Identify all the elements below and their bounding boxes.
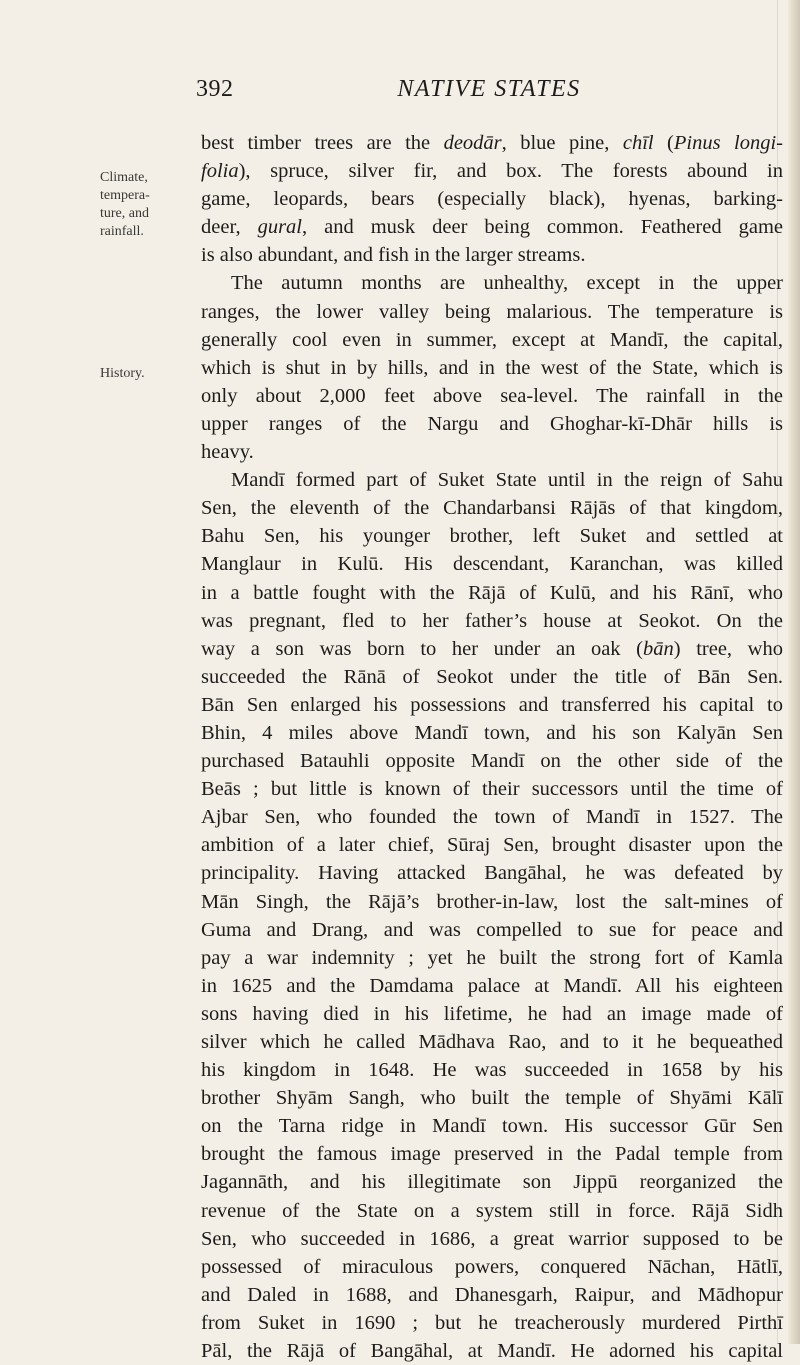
text-run: ranges, the lower valley being malarious. The temperature is [201, 300, 783, 323]
margin-note-line: Climate, [100, 170, 148, 185]
text-run: sons having died in his lifetime, he had an image made of [201, 1002, 783, 1025]
text-run: in a battle fought with the Rājā of Kulū, and his Rānī, who [201, 581, 783, 604]
text-run: succeeded the Rānā of Seokot under the title of Bān Sen. [201, 665, 783, 688]
text-run: brother Shyām Sangh, who built the temple of Shyāmi Kālī [201, 1087, 783, 1110]
text-line [201, 1337, 783, 1365]
text-run: heavy. [201, 441, 254, 464]
text-run: and Daled in 1688, and Dhanesgarh, Raipur, and Mādhopur [201, 1283, 783, 1306]
text-run: Mandī formed part of Suket State until in the reign of Sahu [231, 469, 783, 492]
text-line [201, 1000, 783, 1028]
text-line [201, 129, 783, 157]
italic-term: gural [257, 216, 303, 239]
page-number: 392 [196, 76, 234, 102]
text-run: possessed of miraculous powers, conquered Nāchan, Hātlī, [201, 1255, 783, 1278]
text-line [201, 298, 783, 326]
text-run: best timber trees are the [201, 132, 444, 154]
text-line [201, 747, 783, 775]
text-run: principality. Having attacked Bangāhal, he was defeated by [201, 862, 783, 885]
text-run: in 1625 and the Damdama palace at Mandī. All his eighteen [201, 974, 783, 997]
text-line [201, 859, 783, 887]
text-run: Bān Sen enlarged his possessions and transferred his capital to [201, 693, 783, 716]
text-run: pay a war indemnity ; yet he built the strong fort of Kamla [201, 946, 783, 969]
text-run: revenue of the State on a system still in force. Rājā Sidh [201, 1199, 783, 1222]
text-run: was pregnant, fled to her father’s house at Seokot. On the [201, 609, 783, 632]
text-line [201, 241, 783, 269]
italic-term: bān [643, 637, 674, 660]
italic-term: folia [201, 160, 239, 183]
running-title: NATIVE STATES [397, 76, 581, 102]
text-line [201, 607, 783, 635]
italic-term: Pinus longi- [673, 132, 783, 154]
text-line [201, 1056, 783, 1084]
italic-term: chīl [622, 132, 654, 154]
text-line [201, 157, 783, 185]
text-line [201, 1281, 783, 1309]
text-line [201, 382, 783, 410]
text-run: game, leopards, bears (especially black), hyenas, barking- [201, 188, 783, 211]
text-run: is also abundant, and fish in the larger streams. [201, 244, 586, 267]
text-line [201, 466, 783, 494]
text-line [201, 269, 783, 297]
text-run: silver which he called Mādhava Rao, and to it he bequeathed [201, 1031, 783, 1053]
text-line [201, 1309, 783, 1337]
margin-note-history [100, 365, 190, 383]
text-line [201, 831, 783, 859]
page-header [196, 76, 782, 110]
text-run: Manglaur in Kulū. His descendant, Karanchan, was killed [201, 553, 783, 576]
italic-term: deodār [443, 132, 502, 154]
text-line [201, 354, 783, 382]
body-text [201, 129, 783, 1365]
text-run: ) tree, who [673, 637, 783, 660]
text-line [201, 1253, 783, 1281]
text-line [201, 1084, 783, 1112]
text-line [201, 1168, 783, 1196]
text-line [201, 972, 783, 1000]
text-run: , blue pine, [501, 132, 623, 154]
text-run: which is shut in by hills, and in the west of the State, which is [201, 356, 783, 379]
text-run: ( [653, 132, 674, 154]
margin-note-line: rainfall. [100, 224, 144, 239]
text-run: upper ranges of the Nargu and Ghoghar-kī-Dhār hills is [201, 412, 783, 435]
text-run: deer, [201, 216, 258, 239]
text-run: only about 2,000 feet above sea-level. The rainfall in the [201, 384, 783, 407]
text-line [201, 803, 783, 831]
text-line [201, 775, 783, 803]
text-run: Bahu Sen, his younger brother, left Suket and settled at [201, 525, 783, 548]
text-line [201, 522, 783, 550]
text-line [201, 579, 783, 607]
text-line [201, 213, 783, 241]
text-line [201, 691, 783, 719]
text-line [201, 663, 783, 691]
text-line [201, 326, 783, 354]
text-run: Bhin, 4 miles above Mandī town, and his son Kalyān Sen [201, 721, 783, 744]
text-line [201, 635, 783, 663]
page-edge [788, 0, 800, 1344]
text-line [201, 944, 783, 972]
text-line [201, 1225, 783, 1253]
text-line [201, 410, 783, 438]
text-run: Sen, who succeeded in 1686, a great warrior supposed to be [201, 1227, 783, 1250]
margin-note-line: History. [100, 366, 145, 381]
text-line [201, 888, 783, 916]
text-run: from Suket in 1690 ; but he treacherously murdered Pirthī [201, 1311, 783, 1334]
text-run: Sen, the eleventh of the Chandarbansi Rājās of that kingdom, [201, 497, 783, 520]
text-line [201, 719, 783, 747]
text-line [201, 1197, 783, 1225]
text-run: Ajbar Sen, who founded the town of Mandī in 1527. The [201, 806, 783, 829]
text-run: Jagannāth, and his illegitimate son Jippū reorganized the [201, 1171, 783, 1194]
text-run: ), spruce, silver fir, and box. The forests abound in [238, 160, 783, 183]
text-line [201, 185, 783, 213]
text-line [201, 1028, 783, 1056]
margin-note-climate [100, 169, 190, 241]
text-line [201, 550, 783, 578]
text-line [201, 1112, 783, 1140]
text-line [201, 916, 783, 944]
text-run: Pāl, the Rājā of Bangāhal, at Mandī. He adorned his capital [201, 1340, 783, 1363]
text-run: generally cool even in summer, except at Mandī, the capital, [201, 328, 783, 351]
text-run: Mān Singh, the Rājā’s brother-in-law, lost the salt-mines of [201, 890, 783, 913]
text-line [201, 494, 783, 522]
text-run: his kingdom in 1648. He was succeeded in 1658 by his [201, 1059, 783, 1082]
text-run: The autumn months are unhealthy, except in the upper [231, 272, 783, 295]
text-run: way a son was born to her under an oak ( [201, 637, 644, 660]
text-run: purchased Batauhli opposite Mandī on the other side of the [201, 750, 783, 773]
margin-note-line: ture, and [100, 206, 149, 221]
text-run: , and musk deer being common. Feathered game [302, 216, 783, 239]
margin-note-line: tempera- [100, 188, 150, 203]
text-run: Guma and Drang, and was compelled to sue for peace and [201, 918, 783, 941]
text-run: on the Tarna ridge in Mandī town. His successor Gūr Sen [201, 1115, 783, 1138]
text-run: brought the famous image preserved in the Padal temple from [201, 1143, 783, 1166]
text-line [201, 438, 783, 466]
text-line [201, 1140, 783, 1168]
text-run: Beās ; but little is known of their successors until the time of [201, 778, 783, 801]
text-run: ambition of a later chief, Sūraj Sen, brought disaster upon the [201, 834, 783, 857]
